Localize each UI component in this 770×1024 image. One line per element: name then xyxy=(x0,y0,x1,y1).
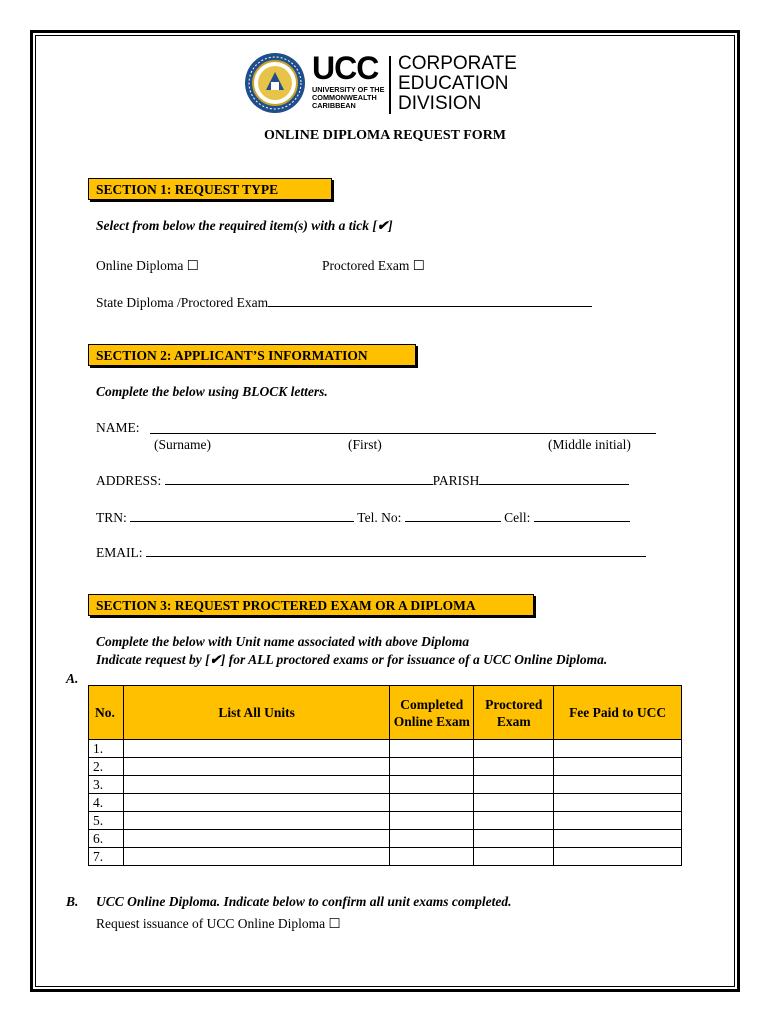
row-number: 7. xyxy=(89,848,124,866)
state-row xyxy=(96,295,592,311)
proctored-cell[interactable] xyxy=(474,812,554,830)
ucc-full-name: UNIVERSITY OF THE COMMONWEALTH CARIBBEAN xyxy=(312,85,385,110)
ucc-wordmark: UCC xyxy=(312,50,379,86)
middle-initial-hint: (Middle initial) xyxy=(548,437,631,452)
col-header-no: No. xyxy=(89,686,124,740)
unit-cell[interactable] xyxy=(123,758,389,776)
cell-input[interactable] xyxy=(534,510,630,522)
completed-cell[interactable] xyxy=(390,794,474,812)
col-header-fee: Fee Paid to UCC xyxy=(554,686,682,740)
part-b-text: UCC Online Diploma. Indicate below to confirm all unit exams completed. xyxy=(96,894,512,909)
address-input[interactable] xyxy=(165,473,433,485)
part-a-label: A. xyxy=(66,671,79,686)
email-input[interactable] xyxy=(146,545,646,557)
fee-cell[interactable] xyxy=(554,812,682,830)
proctored-cell[interactable] xyxy=(474,848,554,866)
row-number: 6. xyxy=(89,830,124,848)
parish-input[interactable] xyxy=(479,473,629,485)
col-header-proctored: Proctored Exam xyxy=(474,686,554,740)
table-header-row xyxy=(89,686,682,740)
section3-instruction-1: Complete the below with Unit name associated with above Diploma xyxy=(96,634,470,649)
completed-cell[interactable] xyxy=(390,740,474,758)
section2-instruction: Complete the below using BLOCK letters. xyxy=(96,384,328,399)
request-diploma-checkbox[interactable]: Request issuance of UCC Online Diploma ☐ xyxy=(96,916,341,931)
fee-cell[interactable] xyxy=(554,776,682,794)
proctored-cell[interactable] xyxy=(474,794,554,812)
tel-input[interactable] xyxy=(405,510,501,522)
row-number: 5. xyxy=(89,812,124,830)
proctored-cell[interactable] xyxy=(474,830,554,848)
proctored-cell[interactable] xyxy=(474,740,554,758)
row-number: 3. xyxy=(89,776,124,794)
row-number: 2. xyxy=(89,758,124,776)
surname-hint: (Surname) xyxy=(154,437,211,452)
unit-cell[interactable] xyxy=(123,830,389,848)
unit-cell[interactable] xyxy=(123,848,389,866)
units-table xyxy=(88,685,682,866)
proctored-cell[interactable] xyxy=(474,758,554,776)
table-row xyxy=(89,758,682,776)
fee-cell[interactable] xyxy=(554,794,682,812)
completed-cell[interactable] xyxy=(390,812,474,830)
completed-cell[interactable] xyxy=(390,830,474,848)
table-row xyxy=(89,812,682,830)
tel-label: Tel. No: xyxy=(357,510,402,525)
logo-divider xyxy=(389,56,391,114)
parish-label: PARISH xyxy=(432,473,480,488)
table-row xyxy=(89,794,682,812)
unit-cell[interactable] xyxy=(123,794,389,812)
university-seal-icon xyxy=(244,52,306,114)
completed-cell[interactable] xyxy=(390,758,474,776)
section1-heading: SECTION 1: REQUEST TYPE xyxy=(88,178,332,200)
email-label: EMAIL: xyxy=(96,545,143,560)
col-header-units: List All Units xyxy=(123,686,389,740)
fee-cell[interactable] xyxy=(554,758,682,776)
row-number: 4. xyxy=(89,794,124,812)
unit-cell[interactable] xyxy=(123,812,389,830)
unit-cell[interactable] xyxy=(123,776,389,794)
first-name-hint: (First) xyxy=(348,437,382,452)
proctored-cell[interactable] xyxy=(474,776,554,794)
name-input[interactable] xyxy=(150,433,656,434)
table-row xyxy=(89,776,682,794)
completed-cell[interactable] xyxy=(390,776,474,794)
state-input[interactable] xyxy=(268,295,592,307)
fee-cell[interactable] xyxy=(554,830,682,848)
completed-cell[interactable] xyxy=(390,848,474,866)
row-number: 1. xyxy=(89,740,124,758)
address-row xyxy=(96,473,629,489)
col-header-completed: Completed Online Exam xyxy=(390,686,474,740)
unit-cell[interactable] xyxy=(123,740,389,758)
section1-instruction: Select from below the required item(s) with a tick [✔] xyxy=(96,218,393,233)
part-b-label: B. xyxy=(66,894,79,909)
cell-label: Cell: xyxy=(504,510,531,525)
section3-instruction-2: Indicate request by [✔] for ALL proctored exams or for issuance of a UCC Online Diploma. xyxy=(96,652,608,667)
state-label: State Diploma /Proctored Exam xyxy=(96,295,269,310)
contact-row xyxy=(96,510,630,526)
fee-cell[interactable] xyxy=(554,740,682,758)
trn-label: TRN: xyxy=(96,510,127,525)
section3-heading: SECTION 3: REQUEST PROCTERED EXAM OR A DIPLOMA xyxy=(88,594,534,616)
form-title: ONLINE DIPLOMA REQUEST FORM xyxy=(263,128,507,143)
table-row xyxy=(89,848,682,866)
address-label: ADDRESS: xyxy=(96,473,162,488)
online-diploma-checkbox[interactable]: Online Diploma ☐ xyxy=(96,258,199,273)
table-row xyxy=(89,740,682,758)
table-row xyxy=(89,830,682,848)
fee-cell[interactable] xyxy=(554,848,682,866)
name-label: NAME: xyxy=(96,420,140,435)
section2-heading: SECTION 2: APPLICANT’S INFORMATION xyxy=(88,344,416,366)
division-name: CORPORATE EDUCATION DIVISION xyxy=(398,53,517,114)
trn-input[interactable] xyxy=(130,510,354,522)
proctored-exam-checkbox[interactable]: Proctored Exam ☐ xyxy=(322,258,425,273)
email-row xyxy=(96,545,646,561)
